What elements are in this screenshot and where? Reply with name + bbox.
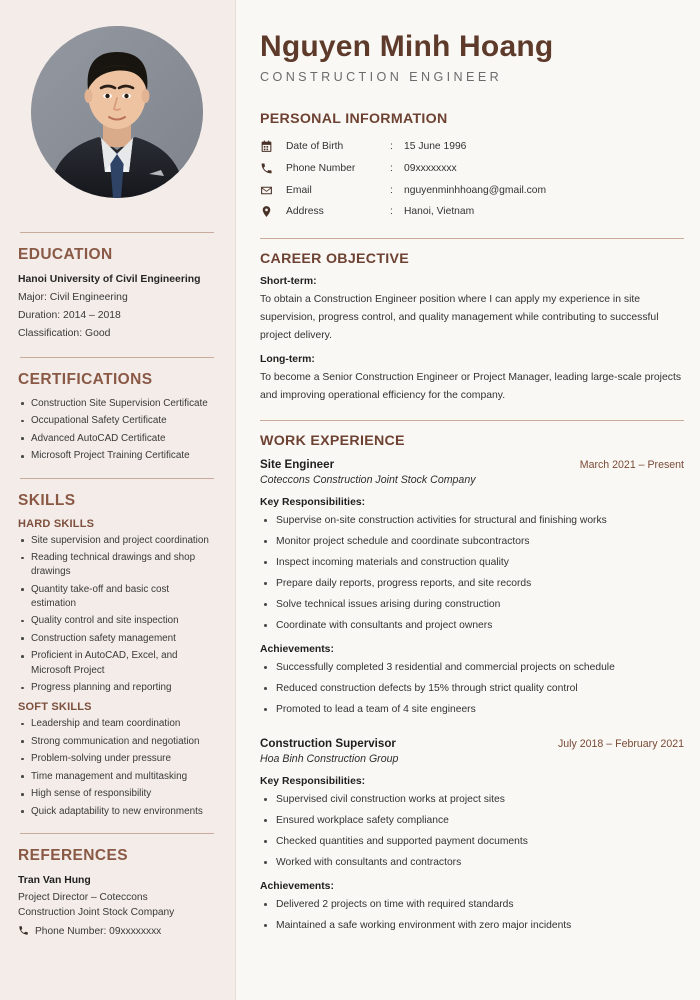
section-career-objective: [260, 238, 684, 405]
list-item: Inspect incoming materials and construction quality: [260, 555, 684, 570]
short-term-label: Short-term:: [260, 275, 317, 287]
job-entry: [260, 737, 684, 934]
list-item: Prepare daily reports, progress reports, and site records: [260, 576, 684, 591]
list-item: Site supervision and project coordination: [18, 534, 216, 548]
certifications-list: [18, 397, 216, 464]
pi-label: Phone Number: [286, 162, 356, 174]
achievements-label: Achievements:: [260, 881, 334, 893]
list-item: Promoted to lead a team of 4 site engineers: [260, 702, 684, 717]
job-role-subtitle: CONSTRUCTION ENGINEER: [260, 69, 503, 84]
list-item: Checked quantities and supported payment documents: [260, 834, 684, 849]
list-item: Quick adaptability to new environments: [18, 805, 216, 819]
sidebar: [0, 0, 236, 1000]
job-company: Hoa Binh Construction Group: [260, 753, 399, 766]
responsibilities-label: Key Responsibilities:: [260, 776, 366, 788]
page-title: Nguyen Minh Hoang: [260, 30, 554, 63]
pi-colon: :: [390, 184, 393, 196]
personal-information-heading: PERSONAL INFORMATION: [260, 110, 448, 127]
divider: [20, 357, 214, 358]
education-classification: Classification: Good: [18, 327, 111, 339]
main-content: [236, 0, 700, 1000]
job-header-row: [260, 458, 684, 471]
reference-title-line2: Construction Joint Stock Company: [18, 907, 175, 919]
list-item: Quantity take-off and basic cost estimation: [18, 583, 216, 611]
section-personal-information: [260, 111, 684, 223]
pi-value: Hanoi, Vietnam: [404, 206, 475, 218]
list-item: Occupational Safety Certificate: [18, 414, 216, 428]
job-company: Coteccons Construction Joint Stock Company: [260, 474, 476, 487]
list-item: Delivered 2 projects on time with required standards: [260, 897, 684, 912]
list-item: Maintained a safe working environment with zero major incidents: [260, 918, 684, 933]
phone-icon: [18, 925, 29, 939]
table-row: [260, 201, 684, 223]
list-item: Advanced AutoCAD Certificate: [18, 432, 216, 446]
job-date: March 2021 – Present: [579, 459, 684, 472]
list-item: Progress planning and reporting: [18, 681, 216, 695]
pi-value: 15 June 1996: [404, 140, 467, 152]
job-header-row: [260, 737, 684, 750]
divider: [20, 232, 214, 233]
pi-colon: :: [390, 140, 393, 152]
list-item: Solve technical issues arising during construction: [260, 597, 684, 612]
list-item: Quality control and site inspection: [18, 614, 216, 628]
skills-heading: SKILLS: [18, 491, 76, 509]
calendar-icon: [260, 136, 286, 158]
responsibilities-list: [260, 792, 684, 870]
long-term-text: To become a Senior Construction Engineer or Project Manager, leading large-scale projects and improving operational efficiency for the company.: [260, 372, 682, 402]
list-item: Construction Site Supervision Certificate: [18, 397, 216, 411]
phone-icon: [260, 157, 286, 179]
profile-photo-wrapper: [18, 0, 216, 218]
pi-value: 09xxxxxxxx: [404, 162, 457, 174]
section-certifications: [18, 357, 216, 464]
list-item: Construction safety management: [18, 632, 216, 646]
reference-title-line1: Project Director – Coteccons: [18, 891, 148, 903]
responsibilities-list: [260, 513, 684, 633]
achievements-list: [260, 897, 684, 933]
list-item: Coordinate with consultants and project owners: [260, 618, 684, 633]
long-term-label: Long-term:: [260, 354, 315, 366]
list-item: Time management and multitasking: [18, 770, 216, 784]
divider: [260, 420, 684, 421]
table-row: [260, 157, 684, 179]
references-heading: REFERENCES: [18, 847, 128, 865]
reference-phone-text: Phone Number: 09xxxxxxxx: [35, 926, 162, 938]
list-item: Ensured workplace safety compliance: [260, 813, 684, 828]
pi-value: nguyenminhhoang@gmail.com: [404, 184, 547, 196]
list-item: Worked with consultants and contractors: [260, 855, 684, 870]
list-item: Proficient in AutoCAD, Excel, and Microsoft Project: [18, 649, 216, 677]
responsibilities-label: Key Responsibilities:: [260, 497, 366, 509]
divider: [260, 238, 684, 239]
list-item: Successfully completed 3 residential and commercial projects on schedule: [260, 660, 684, 675]
soft-skills-heading: SOFT SKILLS: [18, 701, 92, 714]
list-item: Supervised civil construction works at project sites: [260, 792, 684, 807]
section-work-experience: [260, 420, 684, 934]
job-entry: [260, 458, 684, 717]
pi-label: Date of Birth: [286, 140, 344, 152]
job-date: July 2018 – February 2021: [557, 738, 684, 751]
job-title: Construction Supervisor: [260, 737, 396, 751]
education-duration: Duration: 2014 – 2018: [18, 310, 121, 322]
achievements-label: Achievements:: [260, 644, 334, 656]
pi-colon: :: [390, 206, 393, 218]
short-term-text: To obtain a Construction Engineer position where I can apply my experience in site supervision, progress control, and quality management while contributing to successful project delivery.: [260, 293, 659, 341]
pi-colon: :: [390, 162, 393, 174]
hard-skills-list: [18, 534, 216, 696]
list-item: Microsoft Project Training Certificate: [18, 449, 216, 463]
table-row: [260, 179, 684, 201]
achievements-list: [260, 660, 684, 717]
section-skills: [18, 478, 216, 820]
list-item: High sense of responsibility: [18, 787, 216, 801]
hard-skills-heading: HARD SKILLS: [18, 517, 95, 530]
avatar: [31, 26, 203, 198]
table-row: [260, 136, 684, 158]
list-item: Problem-solving under pressure: [18, 752, 216, 766]
reference-phone: [18, 925, 216, 939]
education-school: Hanoi University of Civil Engineering: [18, 274, 201, 285]
list-item: Supervise on-site construction activities for structural and finishing works: [260, 513, 684, 528]
career-objective-heading: CAREER OBJECTIVE: [260, 250, 410, 267]
pi-label: Address: [286, 206, 324, 218]
pi-label: Email: [286, 184, 312, 196]
education-major: Major: Civil Engineering: [18, 292, 128, 304]
section-education: [18, 232, 216, 343]
divider: [20, 833, 214, 834]
list-item: Reduced construction defects by 15% through strict quality control: [260, 681, 684, 696]
reference-name: Tran Van Hung: [18, 875, 91, 887]
personal-information-table: [260, 136, 684, 223]
list-item: Reading technical drawings and shop drawings: [18, 551, 216, 579]
divider: [20, 478, 214, 479]
soft-skills-list: [18, 717, 216, 819]
section-references: [18, 833, 216, 939]
list-item: Leadership and team coordination: [18, 717, 216, 731]
spacer: [260, 723, 684, 737]
education-heading: EDUCATION: [18, 246, 113, 263]
envelope-icon: [260, 179, 286, 201]
location-pin-icon: [260, 201, 286, 223]
certifications-heading: CERTIFICATIONS: [18, 370, 153, 388]
list-item: Strong communication and negotiation: [18, 735, 216, 749]
list-item: Monitor project schedule and coordinate subcontractors: [260, 534, 684, 549]
work-experience-heading: WORK EXPERIENCE: [260, 433, 405, 450]
job-title: Site Engineer: [260, 458, 335, 472]
